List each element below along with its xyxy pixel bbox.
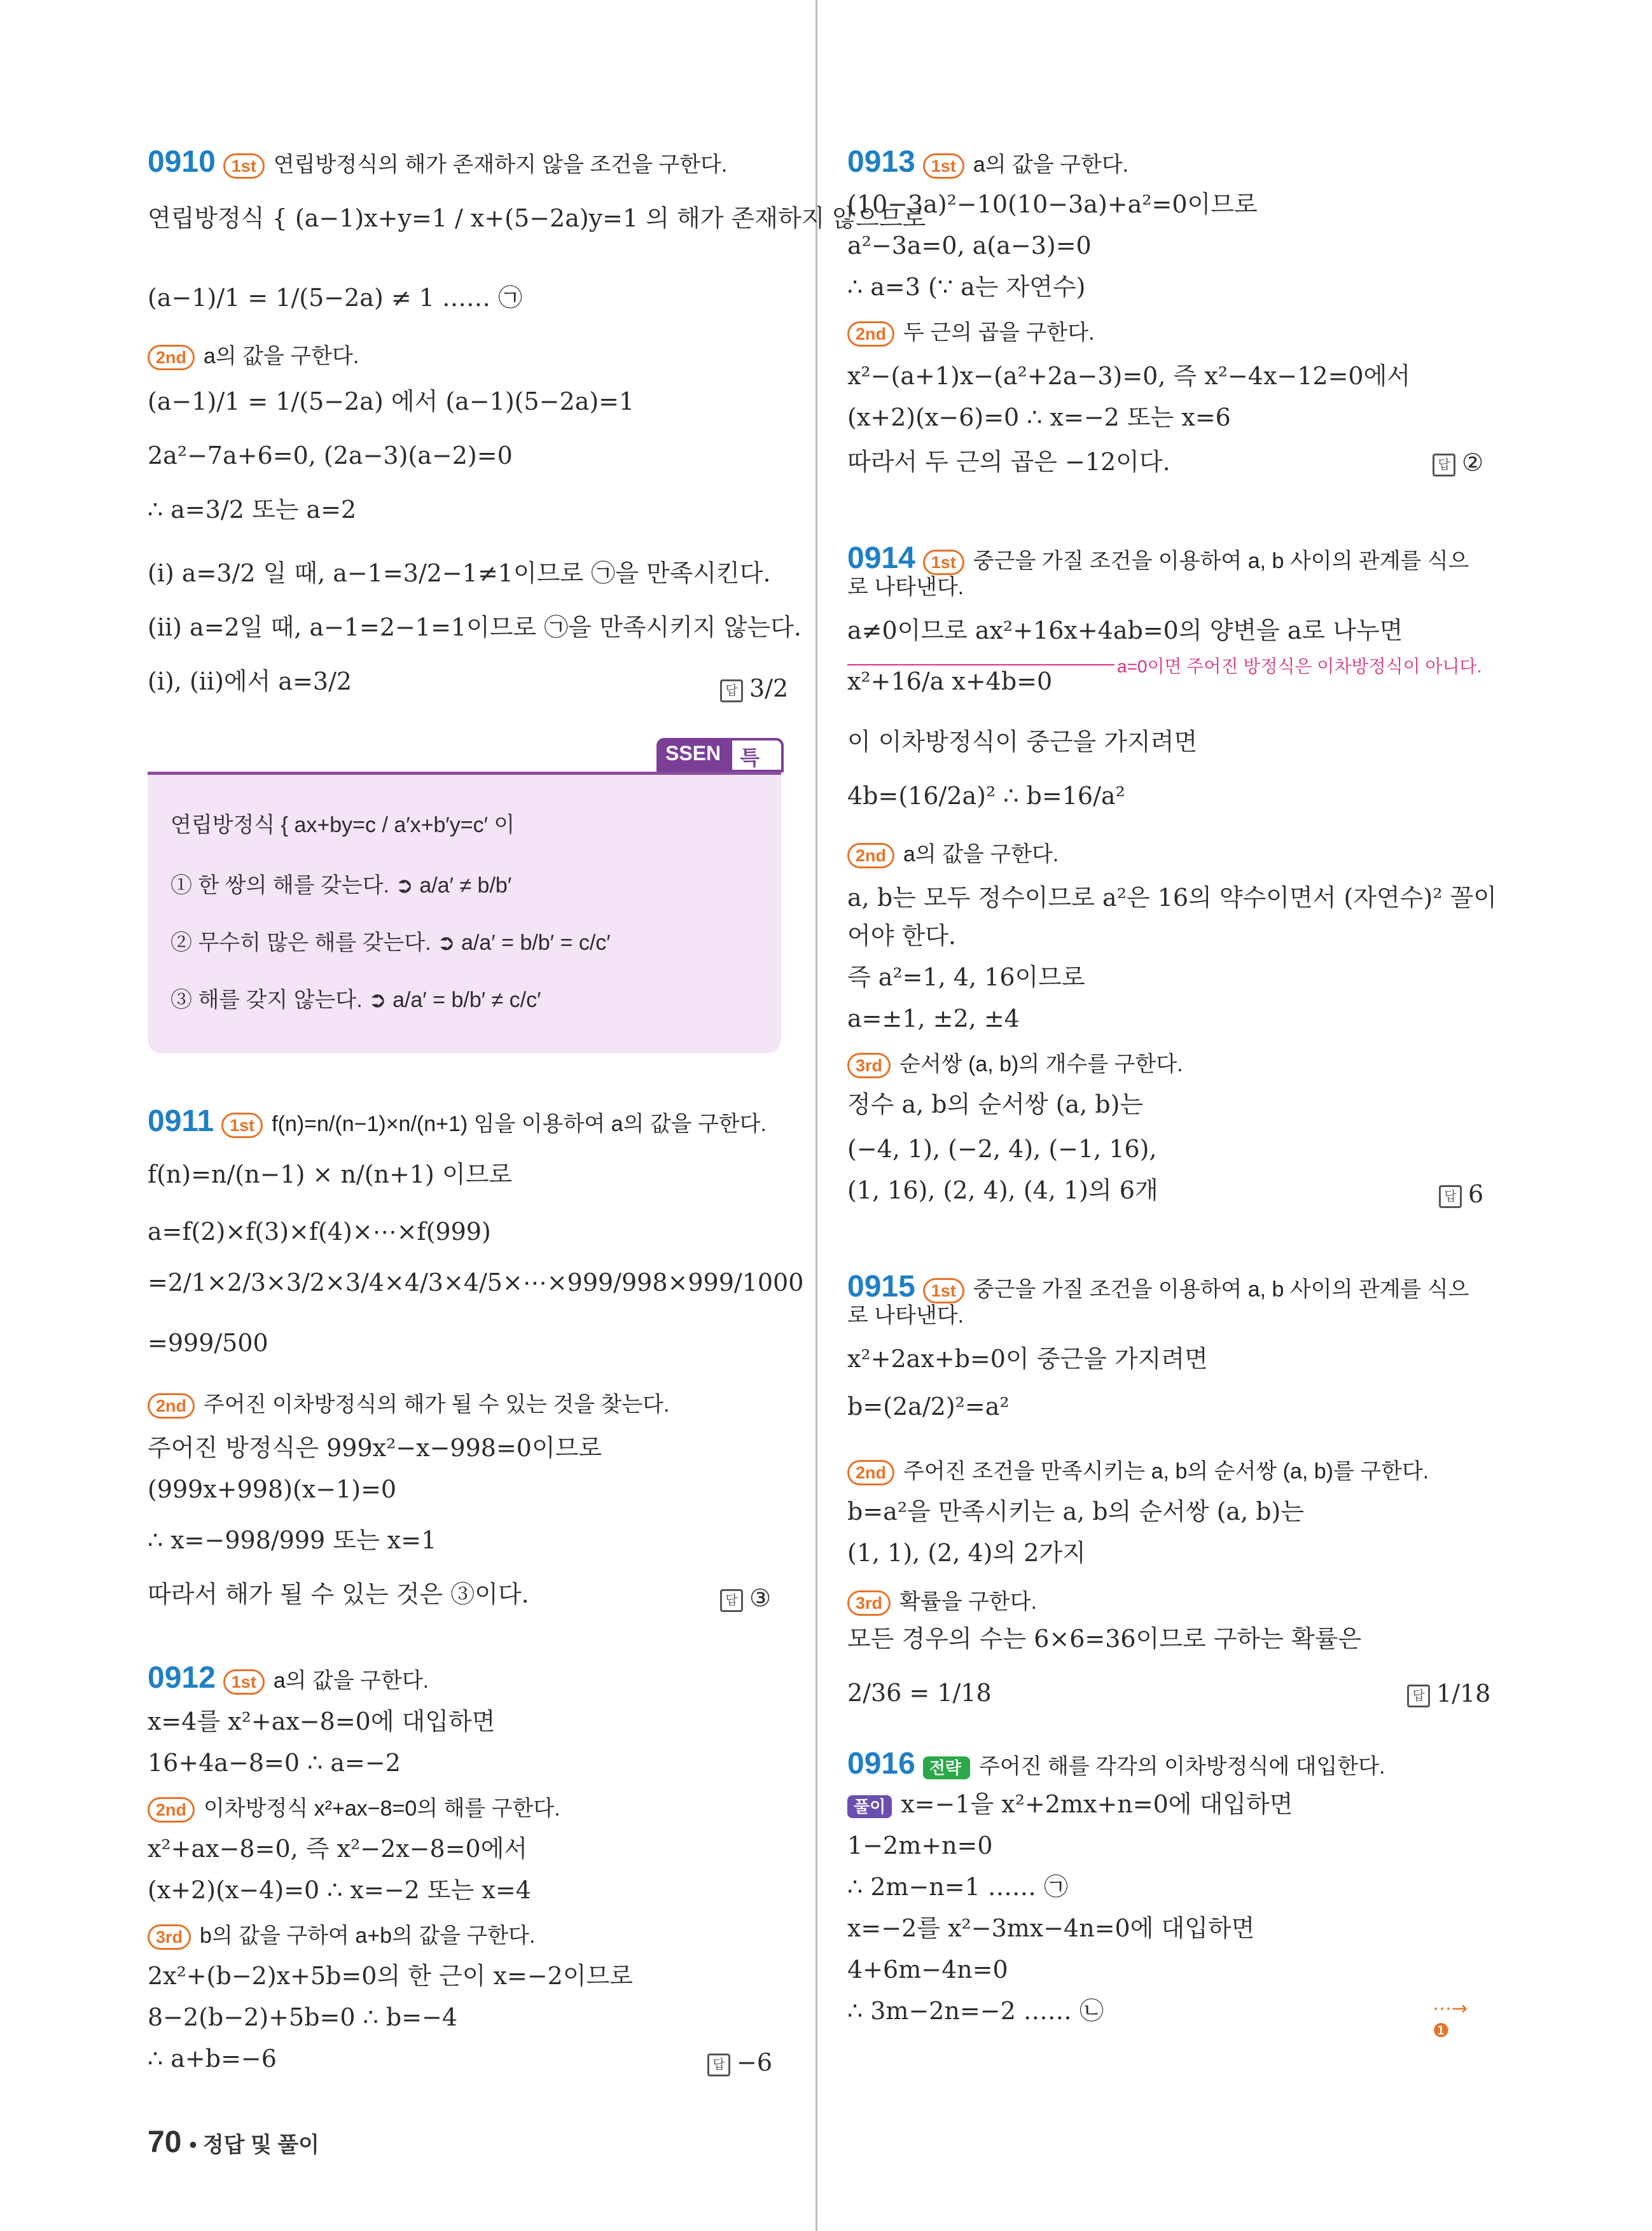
line-text: x=4를 x²+ax−8=0에 대입하면 xyxy=(148,1707,496,1735)
line-text: (a−1)/1 = 1/(5−2a) ≠ 1 …… ㉠ xyxy=(148,284,523,312)
note-underline xyxy=(847,664,1114,665)
line-text: x=−1을 x²+2mx+n=0에 대입하면 xyxy=(901,1790,1293,1818)
line-text: (x+2)(x−6)=0 ∴ x=−2 또는 x=6 xyxy=(847,403,1231,431)
solution-line xyxy=(148,2045,277,2073)
step-description: b의 값을 구하여 a+b의 값을 구한다. xyxy=(200,1924,536,1948)
step-tag-3rd: 3rd xyxy=(847,1590,891,1616)
step-tag-1st: 1st xyxy=(923,1278,964,1303)
step-header xyxy=(148,342,359,370)
line-text: 따라서 두 근의 곱은 −12이다. xyxy=(847,448,1170,476)
step-header xyxy=(148,1794,560,1823)
solution-line xyxy=(847,1136,1157,1164)
step-header xyxy=(148,1921,535,1950)
ssen-line: 연립방정식 { ax+by=c / a′x+b′y=c′ 이 xyxy=(170,813,515,837)
solution-line xyxy=(148,668,352,696)
problem-header xyxy=(847,541,1469,576)
line-text: =2/1×2/3×3/2×3/4×4/3×4/5×⋯×999/998×999/1000 xyxy=(148,1268,804,1296)
step-description: a의 값을 구한다. xyxy=(204,344,359,368)
step-description: 중근을 가질 조건을 이용하여 a, b 사이의 관계를 식으 xyxy=(973,1277,1469,1302)
step-description: a의 값을 구한다. xyxy=(903,842,1059,866)
solution-line xyxy=(847,1915,1254,1943)
solution-line xyxy=(148,1877,531,1905)
solution-line xyxy=(847,617,1403,645)
step-header xyxy=(847,840,1059,868)
line-text: 4+6m−4n=0 xyxy=(847,1956,1008,1984)
step-tag-2nd: 2nd xyxy=(148,1797,195,1823)
line-text: 따라서 해가 될 수 있는 것은 ③이다. xyxy=(148,1580,529,1608)
solution-line xyxy=(847,1791,1293,1819)
line-text: a≠0이므로 ax²+16x+4ab=0의 양변을 a로 나누면 xyxy=(847,616,1403,644)
solution-line xyxy=(847,1679,992,1707)
solution-line xyxy=(847,1177,1158,1205)
ssen-line: ③ 해를 갖지 않는다. ➲ a/a′ = b/b′ ≠ c/c′ xyxy=(170,988,541,1012)
step-description: 이차방정식 x²+ax−8=0의 해를 구한다. xyxy=(204,1797,560,1821)
solution-line xyxy=(148,1963,633,1991)
step-description: 순서쌍 (a, b)의 개수를 구한다. xyxy=(899,1052,1183,1076)
line-text: x²+16/a x+4b=0 xyxy=(847,667,1053,695)
line-text: x²+ax−8=0, 즉 x²−2x−8=0에서 xyxy=(148,1835,528,1863)
line-text: ∴ a=3 (∵ a는 자연수) xyxy=(847,273,1086,301)
ssen-special-label: 특 xyxy=(730,738,784,772)
line-text: 1−2m+n=0 xyxy=(847,1831,993,1859)
line-text: (10−3a)²−10(10−3a)+a²=0이므로 xyxy=(847,190,1258,218)
solution-line xyxy=(847,191,1258,219)
line-text: 로 나타낸다. xyxy=(847,575,964,599)
solution-line xyxy=(148,284,522,312)
answer-value: ② xyxy=(1462,448,1484,476)
answer-0910 xyxy=(720,674,788,702)
column-divider xyxy=(816,0,817,2231)
solution-line xyxy=(847,363,1410,391)
solution-line xyxy=(847,1625,1361,1653)
line-text: 모든 경우의 수는 6×6=36이므로 구하는 확률은 xyxy=(847,1625,1362,1653)
step-description: 확률을 구한다. xyxy=(899,1590,1037,1614)
solution-line xyxy=(847,274,1085,302)
solution-line xyxy=(847,1539,1086,1567)
problem-header xyxy=(847,1746,1385,1781)
step-header xyxy=(847,1050,1183,1078)
solution-line xyxy=(847,728,1197,756)
step-header xyxy=(847,1587,1037,1616)
line-text: x=−2를 x²−3mx−4n=0에 대입하면 xyxy=(847,1914,1255,1942)
step-description: 두 근의 곱을 구한다. xyxy=(903,321,1095,345)
problem-number: 0910 xyxy=(148,145,216,179)
step-tag-3rd: 3rd xyxy=(148,1924,191,1950)
line-text: ∴ a=3/2 또는 a=2 xyxy=(148,496,357,524)
problem-header xyxy=(148,1104,767,1139)
line-text: a=f(2)×f(3)×f(4)×⋯×f(999) xyxy=(148,1218,491,1246)
answer-value: ③ xyxy=(749,1584,772,1612)
answer-value: 3/2 xyxy=(749,674,789,702)
solution-line xyxy=(847,404,1231,432)
solution-line xyxy=(847,1956,1008,1984)
answer-icon: 답 xyxy=(1439,1185,1462,1208)
line-text: 정수 a, b의 순서쌍 (a, b)는 xyxy=(847,1090,1144,1118)
line-text: (1, 1), (2, 4)의 2가지 xyxy=(847,1539,1086,1567)
solution-line xyxy=(847,1998,1104,2026)
step-description: 주어진 이차방정식의 해가 될 수 있는 것을 찾는다. xyxy=(204,1393,670,1417)
problem-number: 0914 xyxy=(847,541,915,575)
line-text: (−4, 1), (−2, 4), (−1, 16), xyxy=(847,1135,1157,1163)
line-text: 연립방정식 { (a−1)x+y=1 / x+(5−2a)y=1 의 해가 존재하지 않으므로 xyxy=(148,204,926,232)
line-text: ∴ 3m−2n=−2 …… ㉡ xyxy=(847,1997,1104,2025)
solution-line xyxy=(148,1218,491,1246)
solution-line xyxy=(847,922,956,950)
solution-line xyxy=(148,1749,401,1777)
solution-line xyxy=(148,560,771,588)
step-description: 연립방정식의 해가 존재하지 않을 조건을 구한다. xyxy=(273,153,728,177)
line-text: ∴ x=−998/999 또는 x=1 xyxy=(148,1526,437,1554)
continue-arrow-icon: ⋯→ ❶ xyxy=(1433,1998,1468,2042)
line-text: (ⅱ) a=2일 때, a−1=2−1=1이므로 ㉠을 만족시키지 않는다. xyxy=(148,613,802,641)
ssen-line: ① 한 쌍의 해를 갖는다. ➲ a/a′ ≠ b/b′ xyxy=(170,873,512,898)
line-text: 어야 한다. xyxy=(847,922,956,950)
solution-line xyxy=(148,1581,529,1609)
problem-header xyxy=(148,1660,429,1695)
answer-value: 6 xyxy=(1468,1180,1484,1208)
step-tag-1st: 1st xyxy=(223,1669,265,1695)
answer-icon: 답 xyxy=(707,2054,730,2076)
solution-line xyxy=(148,2004,457,2032)
step-description: 중근을 가질 조건을 이용하여 a, b 사이의 관계를 식으 xyxy=(973,549,1469,573)
ssen-label: SSEN xyxy=(656,738,730,772)
line-text: 이 이차방정식이 중근을 가지려면 xyxy=(847,728,1198,756)
line-text: (x+2)(x−4)=0 ∴ x=−2 또는 x=4 xyxy=(148,1876,531,1904)
solution-line xyxy=(847,1091,1143,1119)
line-text: a, b는 모두 정수이므로 a²은 16의 약수이면서 (자연수)² 꼴이 xyxy=(847,884,1497,912)
solution-line xyxy=(847,1345,1208,1373)
line-text: (ⅰ), (ⅱ)에서 a=3/2 xyxy=(148,667,352,695)
line-text: a²−3a=0, a(a−3)=0 xyxy=(847,232,1092,260)
page-footer xyxy=(148,2125,319,2160)
answer-icon: 답 xyxy=(720,1589,743,1612)
solution-line xyxy=(148,1835,527,1863)
step-description: a의 값을 구한다. xyxy=(273,1669,429,1693)
solution-line xyxy=(148,1708,495,1736)
line-text: 16+4a−8=0 ∴ a=−2 xyxy=(148,1749,401,1777)
answer-icon: 답 xyxy=(1433,454,1455,476)
solution-line xyxy=(847,964,1085,992)
answer-value: −6 xyxy=(737,2048,773,2076)
step-tag-1st: 1st xyxy=(923,153,964,179)
line-text: ∴ a+b=−6 xyxy=(148,2045,277,2073)
solution-line xyxy=(148,442,513,470)
solution-line xyxy=(847,668,1052,696)
step-header xyxy=(148,1390,669,1419)
problem-number: 0915 xyxy=(847,1270,915,1303)
step-description: f(n)=n/(n−1)×n/(n+1) 임을 이용하여 a의 값을 구한다. xyxy=(272,1112,767,1136)
line-text: 8−2(b−2)+5b=0 ∴ b=−4 xyxy=(148,2003,458,2031)
answer-icon: 답 xyxy=(720,679,743,702)
step-tag-1st: 1st xyxy=(923,550,964,575)
problem-number: 0911 xyxy=(148,1104,214,1138)
solution-line xyxy=(148,1161,512,1189)
solution-line xyxy=(847,1393,1010,1421)
note-text: a=0이면 주어진 방정식은 이차방정식이 아니다. xyxy=(1117,657,1482,676)
line-text: x²+2ax+b=0이 중근을 가지려면 xyxy=(847,1345,1208,1373)
line-text: (999x+998)(x−1)=0 xyxy=(148,1475,397,1503)
solution-line xyxy=(847,1832,993,1860)
solution-line xyxy=(847,448,1170,476)
step-description: a의 값을 구한다. xyxy=(973,153,1129,177)
ssen-box xyxy=(148,772,781,1053)
solution-line xyxy=(847,782,1125,810)
step-tag-2nd: 2nd xyxy=(847,1460,894,1485)
solution-line xyxy=(148,1330,268,1358)
ssen-tag xyxy=(656,738,784,772)
line-text: 2a²−7a+6=0, (2a−3)(a−2)=0 xyxy=(148,441,513,469)
solution-line xyxy=(847,1498,1304,1526)
line-text: x²−(a+1)x−(a²+2a−3)=0, 즉 x²−4x−12=0에서 xyxy=(847,362,1411,390)
strategy-tag: 전략 xyxy=(923,1756,970,1779)
answer-value: 1/18 xyxy=(1436,1679,1491,1707)
answer-0915 xyxy=(1407,1679,1490,1707)
solution-line xyxy=(148,496,356,524)
problem-header xyxy=(847,144,1128,179)
line-text: a=±1, ±2, ±4 xyxy=(847,1004,1020,1032)
answer-0913 xyxy=(1433,448,1483,476)
answer-0914 xyxy=(1439,1180,1483,1208)
problem-number: 0913 xyxy=(847,145,915,179)
solution-line xyxy=(148,1527,436,1555)
solution-line xyxy=(148,1476,396,1504)
solution-line xyxy=(847,232,1092,260)
solution-line xyxy=(847,1873,1068,1901)
line-text: b=(2a/2)²=a² xyxy=(847,1393,1010,1421)
solution-line xyxy=(148,205,926,233)
step-description: 주어진 해를 각각의 이차방정식에 대입한다. xyxy=(979,1755,1385,1779)
problem-number: 0912 xyxy=(148,1661,216,1695)
step-tag-2nd: 2nd xyxy=(847,321,894,347)
answer-0912 xyxy=(707,2048,772,2076)
solution-line xyxy=(148,388,634,416)
line-text: 즉 a²=1, 4, 16이므로 xyxy=(847,963,1085,991)
step-header xyxy=(847,1457,1429,1485)
answer-icon: 답 xyxy=(1407,1685,1430,1707)
solution-line xyxy=(847,1005,1020,1033)
solution-tag: 풀이 xyxy=(847,1795,892,1818)
step-tag-1st: 1st xyxy=(221,1113,263,1138)
line-text: ∴ 2m−n=1 …… ㉠ xyxy=(847,1873,1068,1901)
line-text: 4b=(16/2a)² ∴ b=16/a² xyxy=(847,782,1125,810)
solution-line xyxy=(148,1435,602,1463)
answer-0911 xyxy=(720,1584,771,1612)
step-header xyxy=(847,318,1095,347)
problem-header xyxy=(148,144,727,179)
step-description: 주어진 조건을 만족시키는 a, b의 순서쌍 (a, b)를 구한다. xyxy=(903,1459,1429,1484)
line-text: 2x²+(b−2)x+5b=0의 한 근이 x=−2이므로 xyxy=(148,1962,633,1990)
page-number: 70 xyxy=(148,2125,182,2159)
line-text: (1, 16), (2, 4), (4, 1)의 6개 xyxy=(847,1176,1158,1204)
solution-line xyxy=(148,614,802,642)
step-tag-2nd: 2nd xyxy=(148,1393,195,1419)
line-text: f(n)=n/(n−1) × n/(n+1) 이므로 xyxy=(148,1160,513,1188)
line-text: b=a²을 만족시키는 a, b의 순서쌍 (a, b)는 xyxy=(847,1498,1305,1526)
line-text: (a−1)/1 = 1/(5−2a) 에서 (a−1)(5−2a)=1 xyxy=(148,387,635,415)
footer-section: • 정답 및 풀이 xyxy=(189,2133,319,2157)
step-tag-2nd: 2nd xyxy=(847,843,894,868)
ssen-line: ② 무수히 많은 해를 갖는다. ➲ a/a′ = b/b′ = c/c′ xyxy=(170,931,611,955)
solution-line xyxy=(847,1301,964,1329)
line-text: 주어진 방정식은 999x²−x−998=0이므로 xyxy=(148,1434,602,1462)
line-text: (ⅰ) a=3/2 일 때, a−1=3/2−1≠1이므로 ㉠을 만족시킨다. xyxy=(148,559,771,587)
line-text: 로 나타낸다. xyxy=(847,1303,964,1328)
problem-number: 0916 xyxy=(847,1747,915,1781)
solution-line xyxy=(847,884,1497,912)
step-tag-1st: 1st xyxy=(223,153,265,179)
solution-line xyxy=(148,1269,803,1297)
step-tag-3rd: 3rd xyxy=(847,1053,891,1078)
line-text: 2/36 = 1/18 xyxy=(847,1679,992,1707)
line-text: =999/500 xyxy=(148,1329,268,1357)
step-tag-2nd: 2nd xyxy=(148,345,195,370)
problem-header xyxy=(847,1269,1469,1304)
solution-line xyxy=(847,573,964,601)
